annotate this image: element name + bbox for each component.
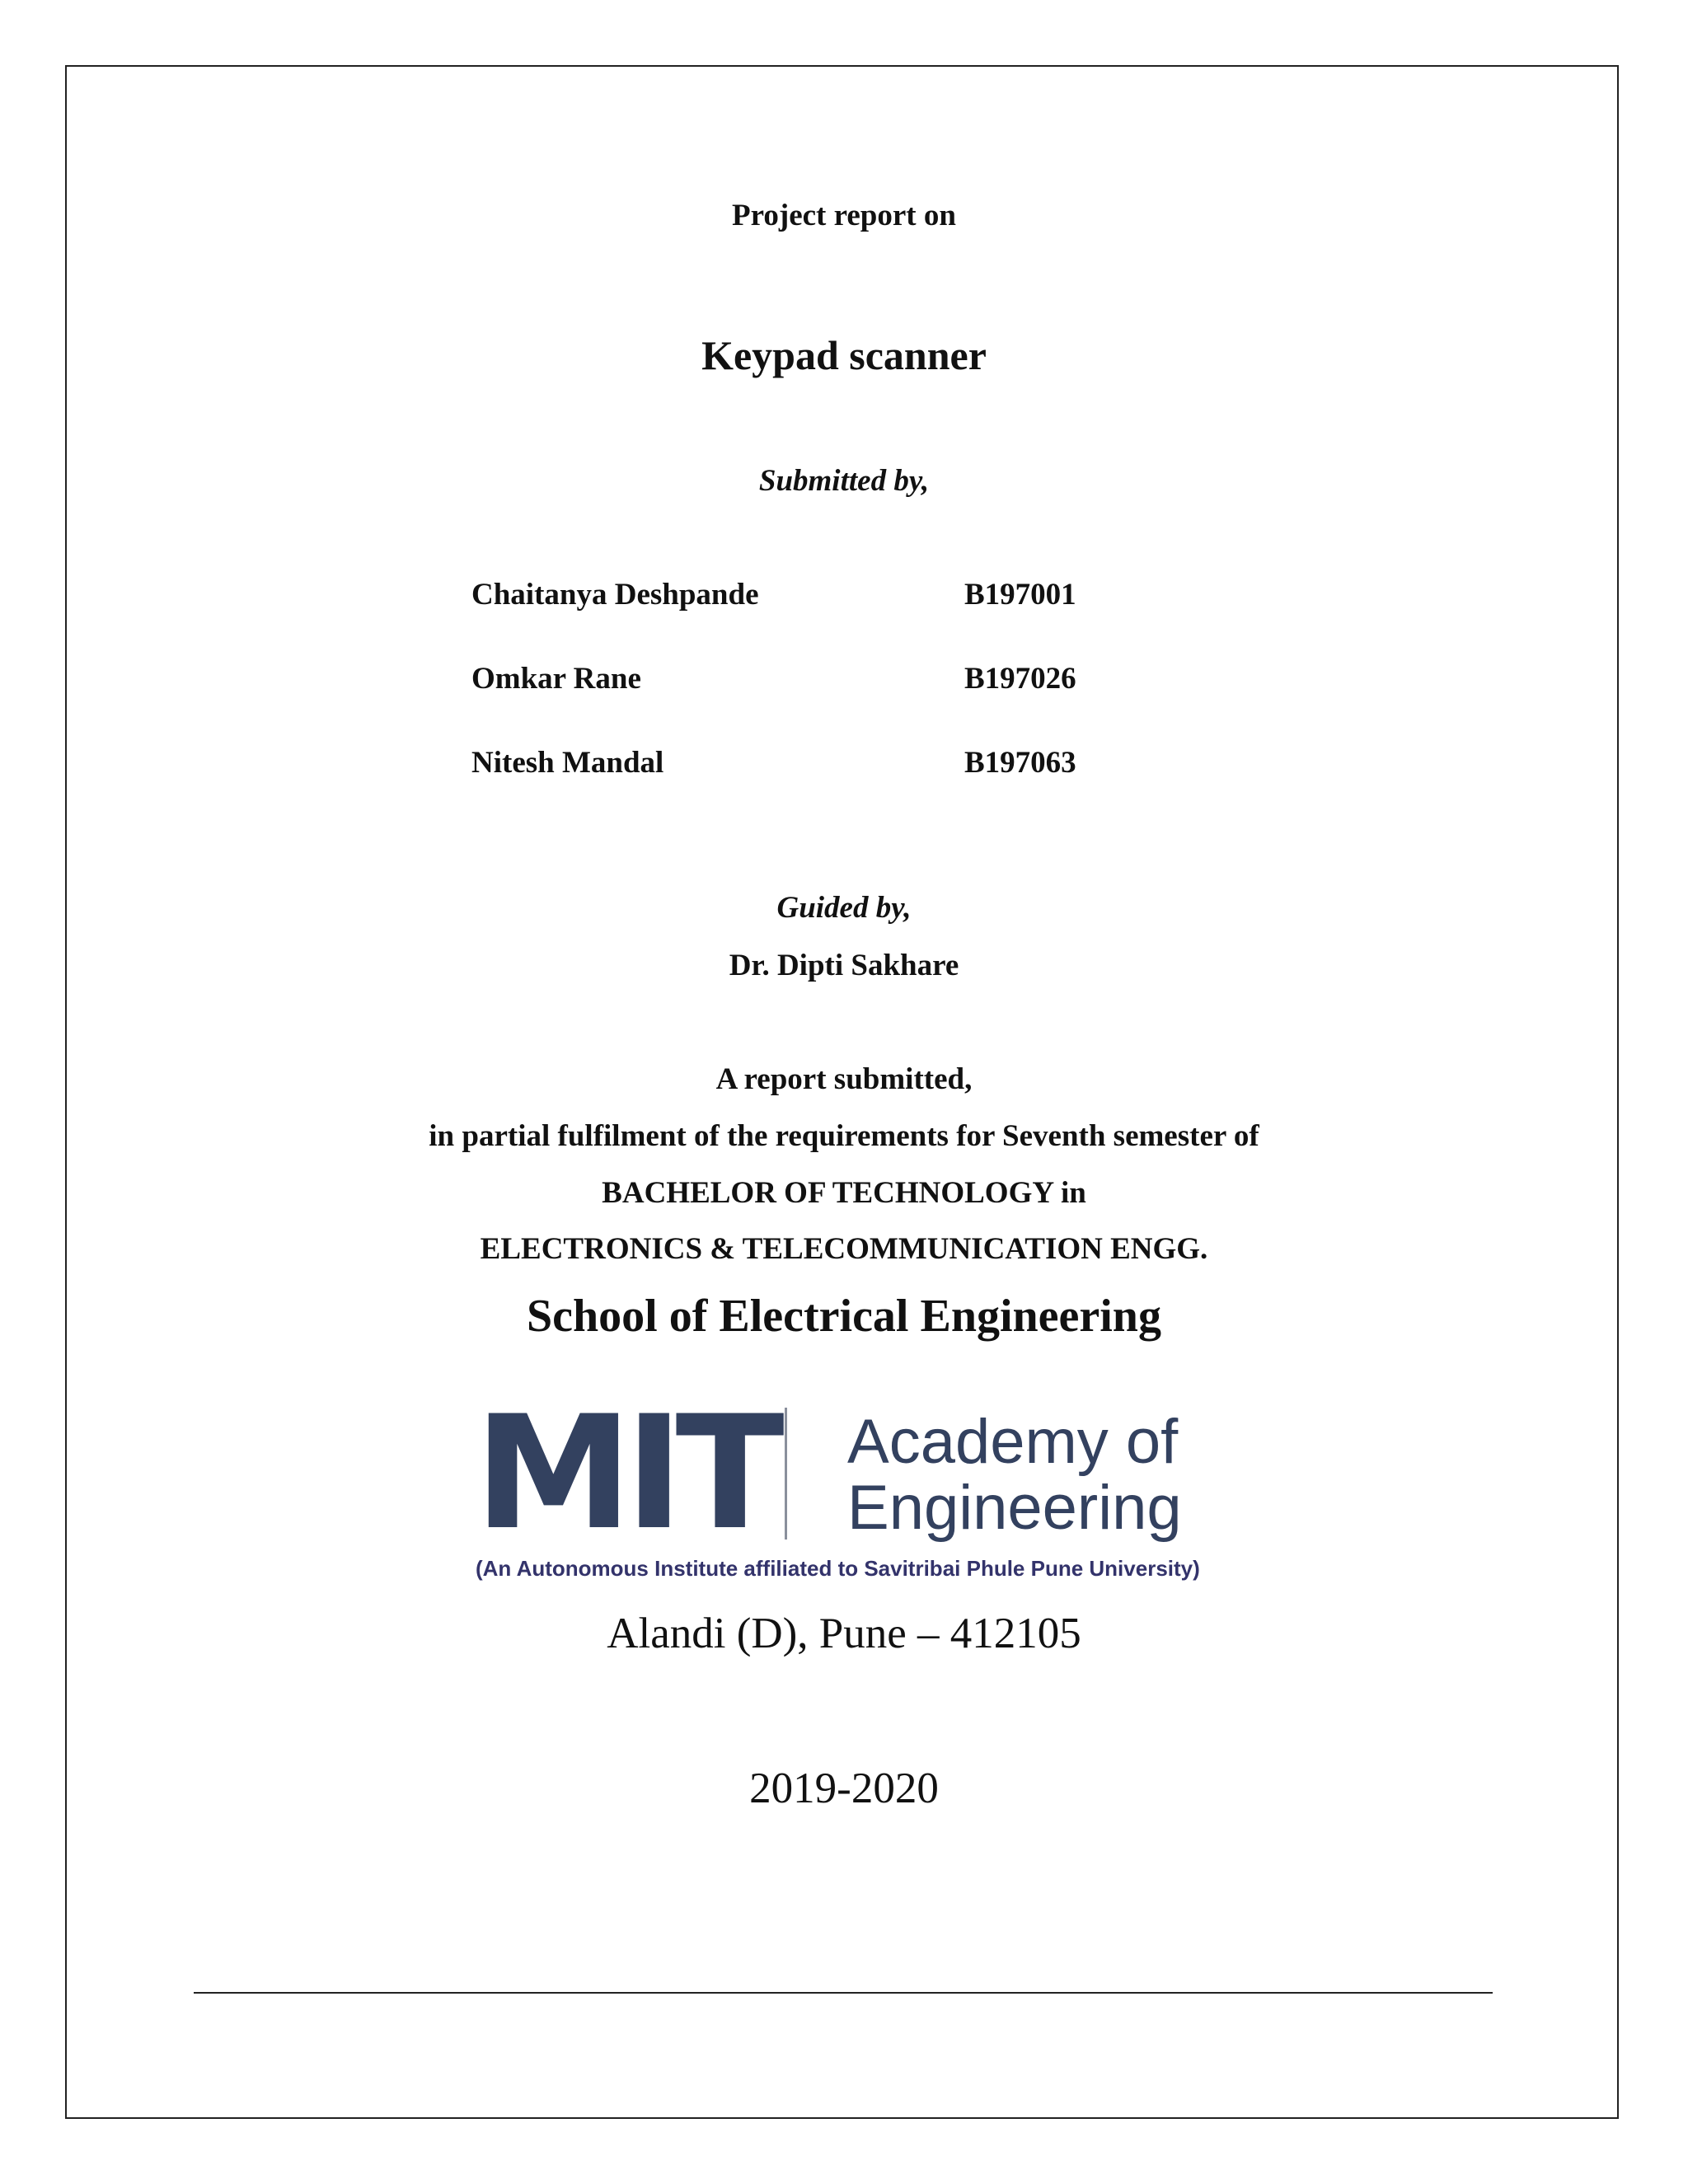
school-name: School of Electrical Engineering [527,1291,1161,1342]
degree-text: BACHELOR OF TECHNOLOGY in [602,1176,1086,1210]
logo-divider [785,1408,787,1540]
submitted-by-label: Submitted by, [758,464,930,498]
project-title: Keypad scanner [701,332,987,378]
student-name: Chaitanya Deshpande [471,578,759,612]
logo-mit-wordmark: MIT [474,1382,776,1564]
institute-address: Alandi (D), Pune – 412105 [607,1610,1081,1657]
footer-rule [194,1992,1493,1994]
student-name: Nitesh Mandal [471,746,664,780]
partial-fulfilment-text: in partial fulfilment of the requirements for Seventh semester of [429,1119,1259,1153]
student-row [471,661,1131,702]
branch-text: ELECTRONICS & TELECOMMUNICATION ENGG. [480,1232,1208,1266]
logo-academy-line2: Engineering [847,1473,1182,1543]
academic-year: 2019-2020 [749,1765,939,1812]
student-name: Omkar Rane [471,662,641,696]
student-id: B197026 [964,662,1076,696]
student-id: B197063 [964,746,1076,780]
intro-text: Project report on [732,199,956,232]
report-submitted-text: A report submitted, [715,1062,973,1096]
logo-academy-line1: Academy of [847,1407,1179,1477]
student-row [471,577,1131,618]
guided-by-label: Guided by, [776,891,912,925]
logo-tagline: (An Autonomous Institute affiliated to Savitribai Phule Pune University) [476,1556,1200,1581]
student-id: B197001 [964,578,1076,612]
student-row [471,745,1131,786]
institute-logo [474,1382,1216,1584]
guide-name: Dr. Dipti Sakhare [729,949,959,982]
